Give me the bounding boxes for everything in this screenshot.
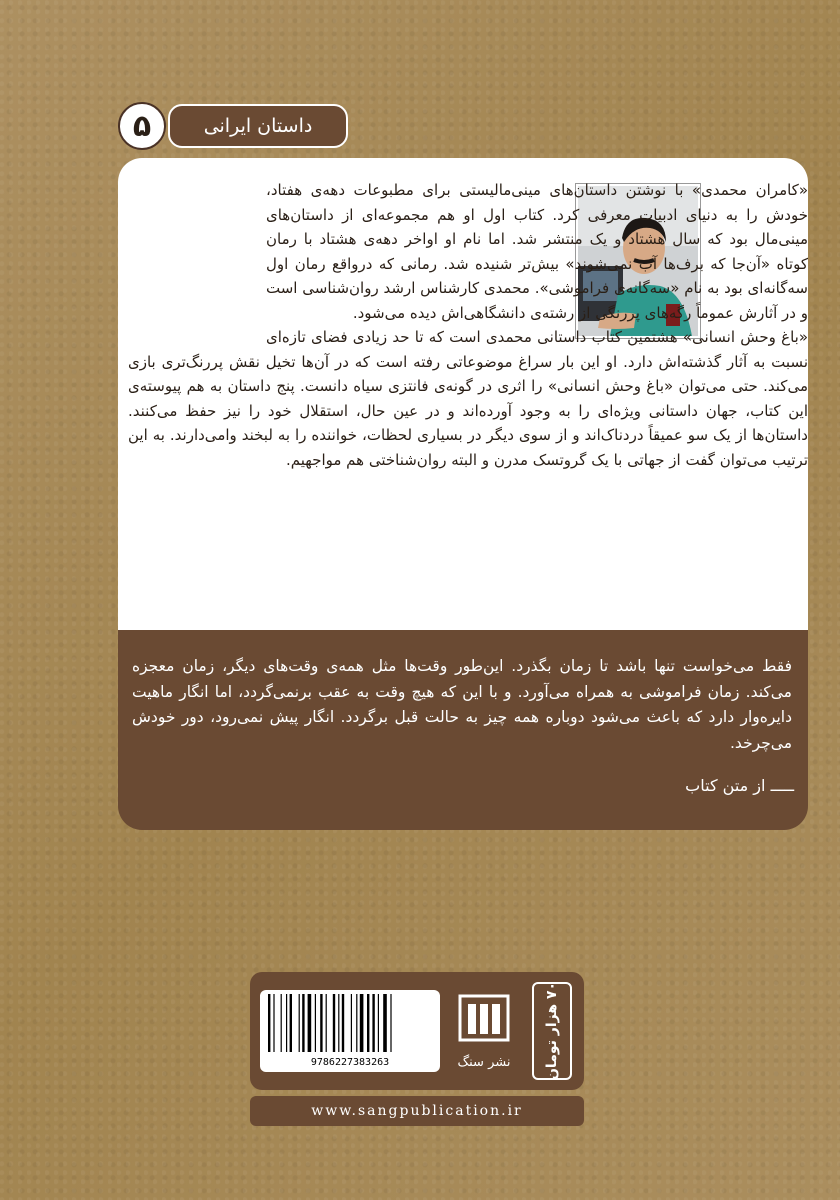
publisher-panel bbox=[250, 972, 584, 1090]
price-panel bbox=[532, 982, 572, 1080]
about-author-text bbox=[128, 178, 808, 472]
series-badge bbox=[118, 102, 350, 152]
series-label: داستان ایرانی bbox=[168, 104, 348, 148]
about-paragraph: «کامران محمدی» با نوشتن داستان‌های مینی‌مالیستی برای مطبوعات دهه‌ی هفتاد، خودش را به دنیای ادبیات معرفی کرد. کتاب اول او هم مجموعه‌ای از داستان‌های مینی‌مال بود که سال هشتاد و یک منتشر شد. اما نام او اواخر دهه‌ی هشتاد با رمان کوتاه «آن‌جا که برف‌ها آب نمی‌شوند» بیش‌تر شنیده شد. رمانی که درواقع رمان اول سه‌گانه‌ای بود به نام «سه‌گانه‌ی فراموشی». محمدی کارشناس ارشد روان‌شناسی است و در آثارش عموماً رگه‌های پررنگی از رشته‌ی دانشگاهی‌اش دیده می‌شود. bbox=[266, 181, 808, 322]
excerpt-card bbox=[118, 630, 808, 830]
excerpt-source: ـــــ از متن کتاب bbox=[685, 776, 794, 795]
barcode-bars bbox=[268, 994, 432, 1052]
publisher-logo-icon bbox=[450, 992, 518, 1050]
publisher-logo bbox=[450, 992, 518, 1072]
barcode bbox=[260, 990, 440, 1072]
price-text: ۷۰ هزار تومان bbox=[544, 981, 560, 1081]
website-url: www.sangpublication.ir bbox=[250, 1096, 584, 1126]
excerpt-text bbox=[132, 654, 792, 756]
isbn-number: 9786227383263 bbox=[310, 1057, 390, 1068]
about-paragraph: «باغ وحش انسانی» هشتمین کتاب داستانی محمدی است که تا حد زیادی فضای تازه‌ای نسبت به آثار گذشته‌اش دارد. او این بار سراغ موضوعاتی رفته است که در آن‌ها تخیل نقش پررنگ‌تری بازی می‌کند. حتی می‌توان «باغ وحش انسانی» را اثری در گونه‌ی فانتزی سیاه دانست. پنج داستان به هم پیوسته‌ی این کتاب، جهان داستانی ویژه‌ای را به وجود آورده‌اند و در عین حال، استقلال خود را نیز حفظ می‌کنند. داستان‌ها از یک سو عمیقاً دردناک‌اند و از سوی دیگر در بسیاری لحظات، خواننده را به لبخند وامی‌دارند. به این ترتیب می‌توان گفت از جهاتی با یک گروتسک مدرن و البته روان‌شناختی هم مواجهیم. bbox=[128, 328, 808, 469]
about-author-card bbox=[118, 158, 808, 630]
publisher-name: نشر سنگ bbox=[457, 1055, 511, 1070]
series-number: ۵ bbox=[118, 102, 166, 150]
excerpt-paragraph: فقط می‌خواست تنها باشد تا زمان بگذرد. این‌طور وقت‌ها مثل همه‌ی وقت‌های دیگر، زمان معجزه می‌کند. زمان فراموشی به همراه می‌آورد. و با این که هیچ وقت به عقب برنمی‌گردد، اما انگار ماهیت دایره‌وار دارد که باعث می‌شود دوباره همه چیز به حالت قبل برگردد. انگار پیش نمی‌رود، دور خودش می‌چرخد. bbox=[132, 657, 792, 752]
